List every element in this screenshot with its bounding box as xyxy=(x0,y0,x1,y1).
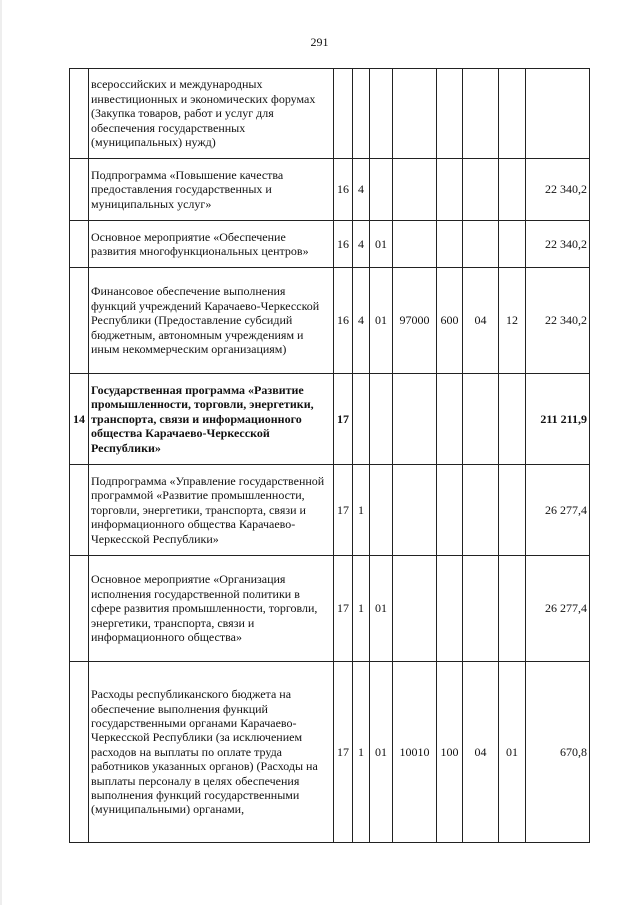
code-cell xyxy=(393,159,437,221)
code-cell: 16 xyxy=(334,159,353,221)
code-cell: 01 xyxy=(370,268,393,374)
code-cell: 1 xyxy=(353,662,370,843)
code-cell xyxy=(499,556,526,662)
code-cell: 4 xyxy=(353,221,370,268)
row-description: Расходы республиканского бюджета на обеспечение выполнения функций государственными органами Карачаево-Черкесской Республики (за исключением расходов на выплаты по оплате труда работников указанных органов) (Расходы на выплаты персоналу в целях обеспечения выполнения функций государственными (муниципальными) органами, xyxy=(89,662,334,843)
code-cell: 17 xyxy=(334,465,353,556)
code-cell xyxy=(437,374,463,465)
row-number xyxy=(70,268,89,374)
code-cell: 100 xyxy=(437,662,463,843)
code-cell xyxy=(437,221,463,268)
code-cell xyxy=(437,159,463,221)
code-cell xyxy=(370,465,393,556)
amount-cell: 22 340,2 xyxy=(526,221,590,268)
code-cell: 16 xyxy=(334,268,353,374)
row-description: Подпрограмма «Управление государственной программой «Развитие промышленности, торговли, энергетики, транспорта, связи и информационного общества Карачаево-Черкесской Республики» xyxy=(89,465,334,556)
code-cell xyxy=(463,374,499,465)
code-cell xyxy=(393,221,437,268)
table-row xyxy=(70,268,590,374)
table-row xyxy=(70,556,590,662)
code-cell: 1 xyxy=(353,465,370,556)
row-number xyxy=(70,221,89,268)
code-cell: 04 xyxy=(463,662,499,843)
row-number xyxy=(70,159,89,221)
code-cell: 1 xyxy=(353,556,370,662)
row-description: Подпрограмма «Повышение качества предоставления государственных и муниципальных услуг» xyxy=(89,159,334,221)
page-number: 291 xyxy=(310,35,329,49)
table-row xyxy=(70,221,590,268)
code-cell: 4 xyxy=(353,159,370,221)
table-row xyxy=(70,662,590,843)
table-row xyxy=(70,465,590,556)
code-cell xyxy=(353,69,370,159)
code-cell: 12 xyxy=(499,268,526,374)
row-number xyxy=(70,662,89,843)
amount-cell: 26 277,4 xyxy=(526,556,590,662)
code-cell xyxy=(499,69,526,159)
row-number xyxy=(70,465,89,556)
code-cell xyxy=(393,69,437,159)
code-cell xyxy=(463,465,499,556)
code-cell: 16 xyxy=(334,221,353,268)
code-cell: 01 xyxy=(370,662,393,843)
row-description: Финансовое обеспечение выполнения функций учреждений Карачаево-Черкесской Республики (Предоставление субсидий бюджетным, автономным учреждениям и иным некоммерческим организациям) xyxy=(89,268,334,374)
row-number xyxy=(70,69,89,159)
code-cell xyxy=(463,69,499,159)
row-description: Основное мероприятие «Организация исполнения государственной политики в сфере развития промышленности, торговли, энергетики, транспорта, связи и информационного общества» xyxy=(89,556,334,662)
code-cell xyxy=(370,69,393,159)
code-cell xyxy=(393,374,437,465)
code-cell xyxy=(463,221,499,268)
code-cell: 17 xyxy=(334,662,353,843)
code-cell xyxy=(353,374,370,465)
code-cell: 01 xyxy=(499,662,526,843)
code-cell xyxy=(499,221,526,268)
row-description: всероссийских и международных инвестиционных и экономических форумах (Закупка товаров, работ и услуг для обеспечения государственных (муниципальных) нужд) xyxy=(89,69,334,159)
table-row xyxy=(70,159,590,221)
code-cell xyxy=(499,465,526,556)
code-cell: 04 xyxy=(463,268,499,374)
code-cell xyxy=(370,159,393,221)
row-description: Основное мероприятие «Обеспечение развития многофункциональных центров» xyxy=(89,221,334,268)
code-cell xyxy=(499,374,526,465)
code-cell xyxy=(437,69,463,159)
amount-cell: 22 340,2 xyxy=(526,268,590,374)
row-description: Государственная программа «Развитие промышленности, торговли, энергетики, транспорта, связи и информационного общества Карачаево-Черкесской Республики» xyxy=(89,374,334,465)
amount-cell: 211 211,9 xyxy=(526,374,590,465)
code-cell: 600 xyxy=(437,268,463,374)
amount-cell xyxy=(526,69,590,159)
table-row xyxy=(70,69,590,159)
scan-edge xyxy=(0,0,2,905)
amount-cell: 26 277,4 xyxy=(526,465,590,556)
code-cell xyxy=(463,556,499,662)
row-number: 14 xyxy=(70,374,89,465)
budget-table xyxy=(69,68,590,843)
code-cell xyxy=(393,556,437,662)
code-cell: 01 xyxy=(370,556,393,662)
table-row xyxy=(70,374,590,465)
code-cell: 17 xyxy=(334,556,353,662)
code-cell xyxy=(437,465,463,556)
code-cell xyxy=(499,159,526,221)
code-cell xyxy=(370,374,393,465)
code-cell xyxy=(334,69,353,159)
amount-cell: 670,8 xyxy=(526,662,590,843)
code-cell: 4 xyxy=(353,268,370,374)
amount-cell: 22 340,2 xyxy=(526,159,590,221)
code-cell xyxy=(437,556,463,662)
code-cell: 01 xyxy=(370,221,393,268)
code-cell: 10010 xyxy=(393,662,437,843)
code-cell xyxy=(463,159,499,221)
code-cell: 17 xyxy=(334,374,353,465)
code-cell: 97000 xyxy=(393,268,437,374)
row-number xyxy=(70,556,89,662)
code-cell xyxy=(393,465,437,556)
